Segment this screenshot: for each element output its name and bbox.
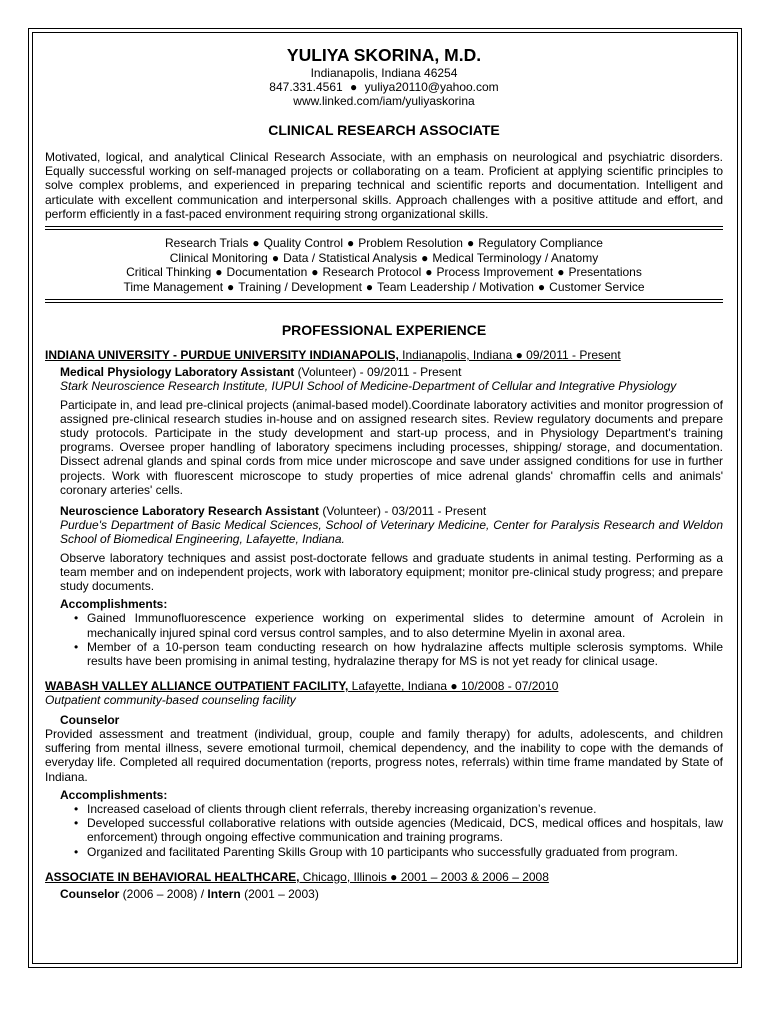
list-item: • Gained Immunofluorescence experience working on experimental slides to determine amount of Acrolein in mechanically injured spinal cord versus control samples, and to also determine Myelin in axonal area.	[72, 611, 723, 639]
employer-detail: Lafayette, Indiana ● 10/2008 - 07/2010	[348, 679, 559, 694]
skills-line	[45, 251, 723, 266]
separator-dot: ●	[425, 265, 433, 280]
separator-dot: ●	[537, 279, 546, 294]
accomplishments-block	[45, 788, 723, 859]
separator-dot: ●	[227, 279, 235, 294]
skill-item: Clinical Monitoring	[169, 250, 268, 265]
job-title-line	[60, 365, 723, 379]
job-description: Provided assessment and treatment (individual, group, couple and family therapy) for adults, adolescents, and children suffering from mental illness, severe emotional turmoil, chemical dependency, and the inability to cope with the demands of everyday life. Completed all required documentation (reports, progress notes, referrals) within time frame mandated by State of Indiana.	[45, 726, 723, 784]
job-med-physiology	[45, 365, 723, 668]
list-item: • Member of a 10-person team conducting research on how hydralazine affects multiple sclerosis symptoms. While results have been promising in animal testing, hydralazine therapy for MS is not yet ready for clinical usage.	[72, 640, 723, 668]
separator-dot: ●	[466, 236, 475, 251]
accomplishments-heading: Accomplishments:	[60, 597, 168, 612]
skills-block	[45, 236, 723, 294]
job-title: Neuroscience Laboratory Research Assistant	[60, 504, 319, 519]
separator-dot: ●	[421, 250, 429, 265]
employer-detail: Indianapolis, Indiana ● 09/2011 - Present	[398, 348, 621, 363]
skill-item: Research Protocol	[322, 265, 422, 280]
address: Indianapolis, Indiana 46254	[310, 66, 458, 80]
skill-item: Documentation	[226, 265, 308, 280]
phone-email-line	[45, 80, 723, 94]
phone: 847.331.4561	[269, 80, 343, 94]
separator-dot: ●	[347, 236, 355, 251]
job-title: Intern	[207, 886, 241, 901]
accomplishments-heading: Accomplishments:	[60, 787, 168, 802]
skill-item: Regulatory Compliance	[478, 236, 603, 251]
job-title-detail: (Volunteer) - 03/2011 - Present	[319, 504, 487, 519]
resume-content	[45, 40, 723, 901]
separator-dot: ●	[365, 279, 374, 294]
skills-line	[45, 280, 723, 295]
separator-dot: ●	[557, 265, 565, 280]
skills-line	[45, 236, 723, 251]
job-description: Participate in, and lead pre-clinical projects (animal-based model).Coordinate laboratory activities and monitor progression of assigned pre-clinical research studies in-house and on assigned research sites. Review regulatory documents and prepare study protocols. Participate in the study development and start-up process, and in Physiology Department's training programs. Oversee proper handling of laboratory specimens including processes, shipping/ storage, and documentation. Dissect adrenal glands and spinal cords from mice under microscope and save under assigned conditions for use in further projects. Work with fluorescent microscope to study properties of mice adrenal glands' chromaffin cells and animals' coronary arteries' cells.	[60, 397, 723, 497]
list-item: • Increased caseload of clients through client referrals, thereby increasing organization’s revenue.	[72, 802, 723, 816]
skill-item: Critical Thinking	[126, 265, 212, 280]
job-title-line	[60, 887, 723, 901]
job-title-line	[60, 713, 723, 727]
skill-item: Presentations	[568, 265, 642, 280]
job-organization: Purdue's Department of Basic Medical Sciences, School of Veterinary Medicine, Center for Paralysis Research and Weldon School of Biomedical Engineering, Lafayette, Indiana.	[60, 518, 723, 547]
skill-item: Training / Development	[238, 279, 362, 294]
skill-item: Problem Resolution	[358, 236, 463, 251]
separator-dot: ●	[252, 236, 260, 251]
employer-iupui	[45, 348, 723, 362]
candidate-name: YULIYA SKORINA, M.D.	[286, 45, 482, 65]
skill-item: Quality Control	[263, 236, 344, 251]
employer-organization: Outpatient community-based counseling facility	[45, 693, 296, 708]
experience-section-title: PROFESSIONAL EXPERIENCE	[281, 322, 487, 339]
skill-item: Customer Service	[549, 279, 645, 294]
employer-name: ASSOCIATE IN BEHAVIORAL HEALTHCARE,	[45, 869, 300, 884]
job-title-line	[60, 504, 723, 518]
skill-item: Process Improvement	[436, 265, 554, 280]
employer-name: WABASH VALLEY ALLIANCE OUTPATIENT FACILITY,	[45, 679, 349, 694]
skill-item: Team Leadership / Motivation	[377, 279, 534, 294]
employer-detail: Chicago, Illinois ● 2001 – 2003 & 2006 – 2008	[299, 869, 549, 884]
job-title-detail: (Volunteer) - 09/2011 - Present	[294, 365, 462, 380]
summary-paragraph: Motivated, logical, and analytical Clinical Research Associate, with an emphasis on neurological and psychiatric disorders. Equally successful working on self-managed projects or collaborating on a team. Proficient at applying scientific principles to solve complex problems, and experienced in preparing technical and scientific reports and documentation. Intelligent and articulate with excellent communication and interpersonal skills. Approach challenges with a positive attitude and effort, and perform efficiently in a fast-paced environment requiring strong organizational skills.	[45, 150, 723, 221]
skill-item: Research Trials	[165, 236, 249, 251]
job-title: Medical Physiology Laboratory Assistant	[60, 365, 295, 380]
top-divider	[45, 226, 723, 230]
accomplishments-list	[60, 611, 723, 668]
skill-item: Data / Statistical Analysis	[283, 250, 418, 265]
employer-abh	[45, 870, 723, 884]
job-counselor	[45, 713, 723, 727]
job-description: Observe laboratory techniques and assist post-doctorate fellows and graduate students in animal testing. Performing as a team member and on independent projects, work with laboratory equipment; monitor pre-clinical study progress; and prepare study documents.	[60, 550, 723, 594]
skills-lines	[45, 236, 723, 294]
separator-dot: ●	[215, 265, 223, 280]
job-organization: Stark Neuroscience Research Institute, IUPUI School of Medicine-Department of Cellular and Integrative Physiology	[60, 379, 677, 394]
employer-name: INDIANA UNIVERSITY - PURDUE UNIVERSITY INDIANAPOLIS,	[45, 348, 399, 363]
skill-item: Medical Terminology / Anatomy	[432, 250, 599, 265]
job-roles	[45, 887, 723, 901]
employer-wabash	[45, 679, 723, 693]
job-target-title: CLINICAL RESEARCH ASSOCIATE	[268, 122, 500, 138]
accomplishments-list	[60, 802, 723, 859]
skills-line	[45, 265, 723, 280]
email: yuliya20110@yahoo.com	[364, 80, 499, 94]
separator-dot: ●	[271, 250, 280, 265]
job-title: Counselor	[60, 712, 120, 727]
job-title: Counselor	[60, 886, 120, 901]
list-item: • Organized and facilitated Parenting Skills Group with 10 participants who successfully graduated from program.	[72, 845, 723, 859]
job-title-detail: (2001 – 2003)	[240, 886, 319, 901]
website: www.linked.com/iam/yuliyaskorina	[293, 94, 475, 108]
skill-item: Time Management	[123, 279, 224, 294]
separator-dot: ●	[350, 80, 358, 94]
bottom-divider	[45, 299, 723, 303]
list-item: • Developed successful collaborative relations with outside agencies (Medicaid, DCS, medical offices and hospitals, law enforcement) through ongoing effective communication and training programs.	[72, 816, 723, 844]
job-title-detail: (2006 – 2008) /	[119, 886, 208, 901]
separator-dot: ●	[311, 265, 319, 280]
